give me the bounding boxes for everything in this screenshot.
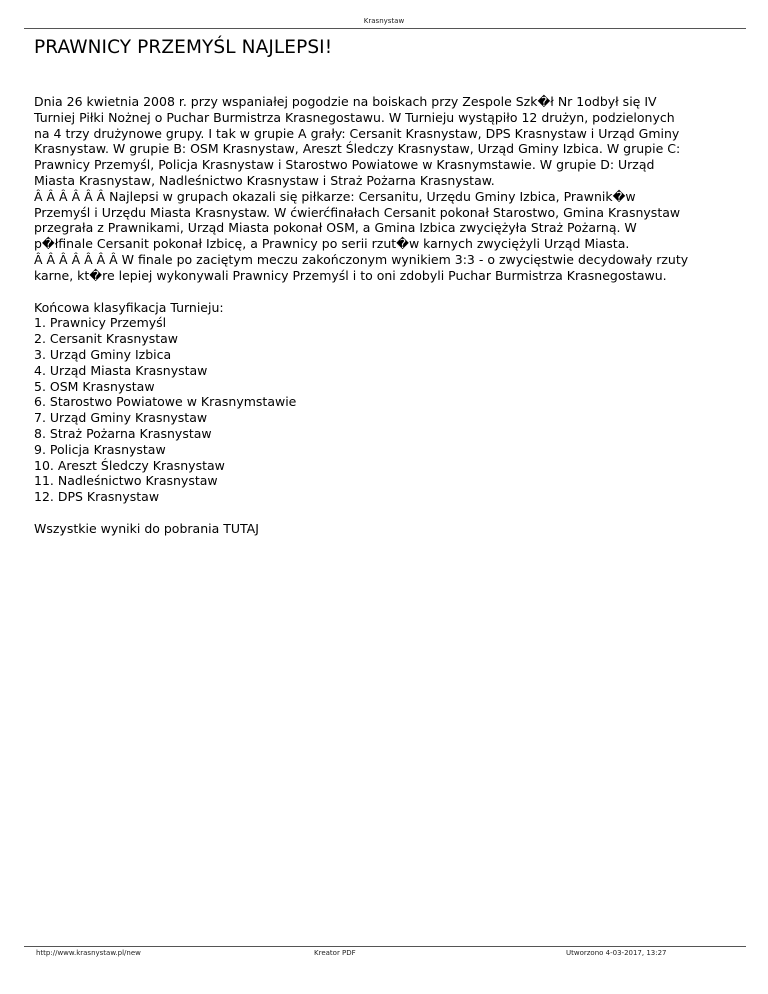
ranking-item: 7. Urząd Gminy Krasnystaw [34, 410, 208, 426]
download-link-text[interactable]: Wszystkie wyniki do pobrania TUTAJ [34, 520, 259, 536]
paragraph-line: Â Â Â Â Â Â Â W finale po zaciętym meczu zakończonym wynikiem 3:3 - o zwycięstwie decydowały rzuty [34, 251, 689, 267]
paragraph-line: Â Â Â Â Â Â Najlepsi w grupach okazali się piłkarze: Cersanitu, Urzędu Gminy Izbica, Prawnik�w [34, 188, 636, 204]
ranking-item: 8. Straż Pożarna Krasnystaw [34, 425, 212, 441]
ranking-item: 1. Prawnicy Przemyśl [34, 315, 167, 331]
ranking-item: 6. Starostwo Powiatowe w Krasnymstawie [34, 394, 297, 410]
ranking-item: 9. Policja Krasnystaw [34, 441, 166, 457]
paragraph-line: na 4 trzy drużynowe grupy. I tak w grupie A grały: Cersanit Krasnystaw, DPS Krasnystaw i Urząd Gminy [34, 125, 680, 141]
footer-divider [24, 946, 746, 947]
footer-created-date: Utworzono 4-03-2017, 13:27 [566, 949, 667, 957]
article-title: PRAWNICY PRZEMYŚL NAJLEPSI! [34, 37, 333, 58]
spacer [34, 284, 734, 300]
paragraph-line: p�łfinale Cersanit pokonał Izbicę, a Prawnicy po serii rzut�w karnych zwyciężyli Urząd Miasta. [34, 236, 630, 252]
spacer [34, 505, 734, 521]
ranking-item: 3. Urząd Gminy Izbica [34, 346, 172, 362]
ranking-item: 11. Nadleśnictwo Krasnystaw [34, 473, 218, 489]
paragraph-line: Prawnicy Przemyśl, Policja Krasnystaw i Starostwo Powiatowe w Krasnymstawie. W grupie D: Urząd [34, 157, 655, 173]
ranking-item: 10. Areszt Śledczy Krasnystaw [34, 457, 225, 473]
paragraph-line: przegrała z Prawnikami, Urząd Miasta pokonał OSM, a Gmina Izbica zwyciężyła Straż Pożarną. W [34, 220, 637, 236]
header-site-name: Krasnystaw [363, 17, 405, 25]
footer-generator: Kreator PDF [314, 949, 356, 957]
ranking-heading: Końcowa klasyfikacja Turnieju: [34, 299, 224, 315]
ranking-item: 5. OSM Krasnystaw [34, 378, 155, 394]
paragraph-line: Przemyśl i Urzędu Miasta Krasnystaw. W ćwierćfinałach Cersanit pokonał Starostwo, Gmina Krasnystaw [34, 204, 681, 220]
ranking-item: 2. Cersanit Krasnystaw [34, 331, 179, 347]
header-divider [24, 28, 746, 29]
paragraph-line: Miasta Krasnystaw, Nadleśnictwo Krasnystaw i Straż Pożarna Krasnystaw. [34, 172, 495, 188]
article-body [34, 94, 734, 537]
footer-url: http://www.krasnystaw.pl/new [36, 949, 141, 957]
paragraph-line: Turniej Piłki Nożnej o Puchar Burmistrza Krasnegostawu. W Turnieju wystąpiło 12 drużyn, podzielonych [34, 109, 675, 125]
ranking-item: 12. DPS Krasnystaw [34, 489, 160, 505]
paragraph-line: Dnia 26 kwietnia 2008 r. przy wspaniałej pogodzie na boiskach przy Zespole Szk�ł Nr 1odbył się IV [34, 94, 657, 109]
paragraph-line: karne, kt�re lepiej wykonywali Prawnicy Przemyśl i to oni zdobyli Puchar Burmistrza Krasnegostawu. [34, 267, 667, 283]
ranking-item: 4. Urząd Miasta Krasnystaw [34, 362, 208, 378]
paragraph-line: Krasnystaw. W grupie B: OSM Krasnystaw, Areszt Śledczy Krasnystaw, Urząd Gminy Izbica. W grupie C: [34, 141, 681, 157]
